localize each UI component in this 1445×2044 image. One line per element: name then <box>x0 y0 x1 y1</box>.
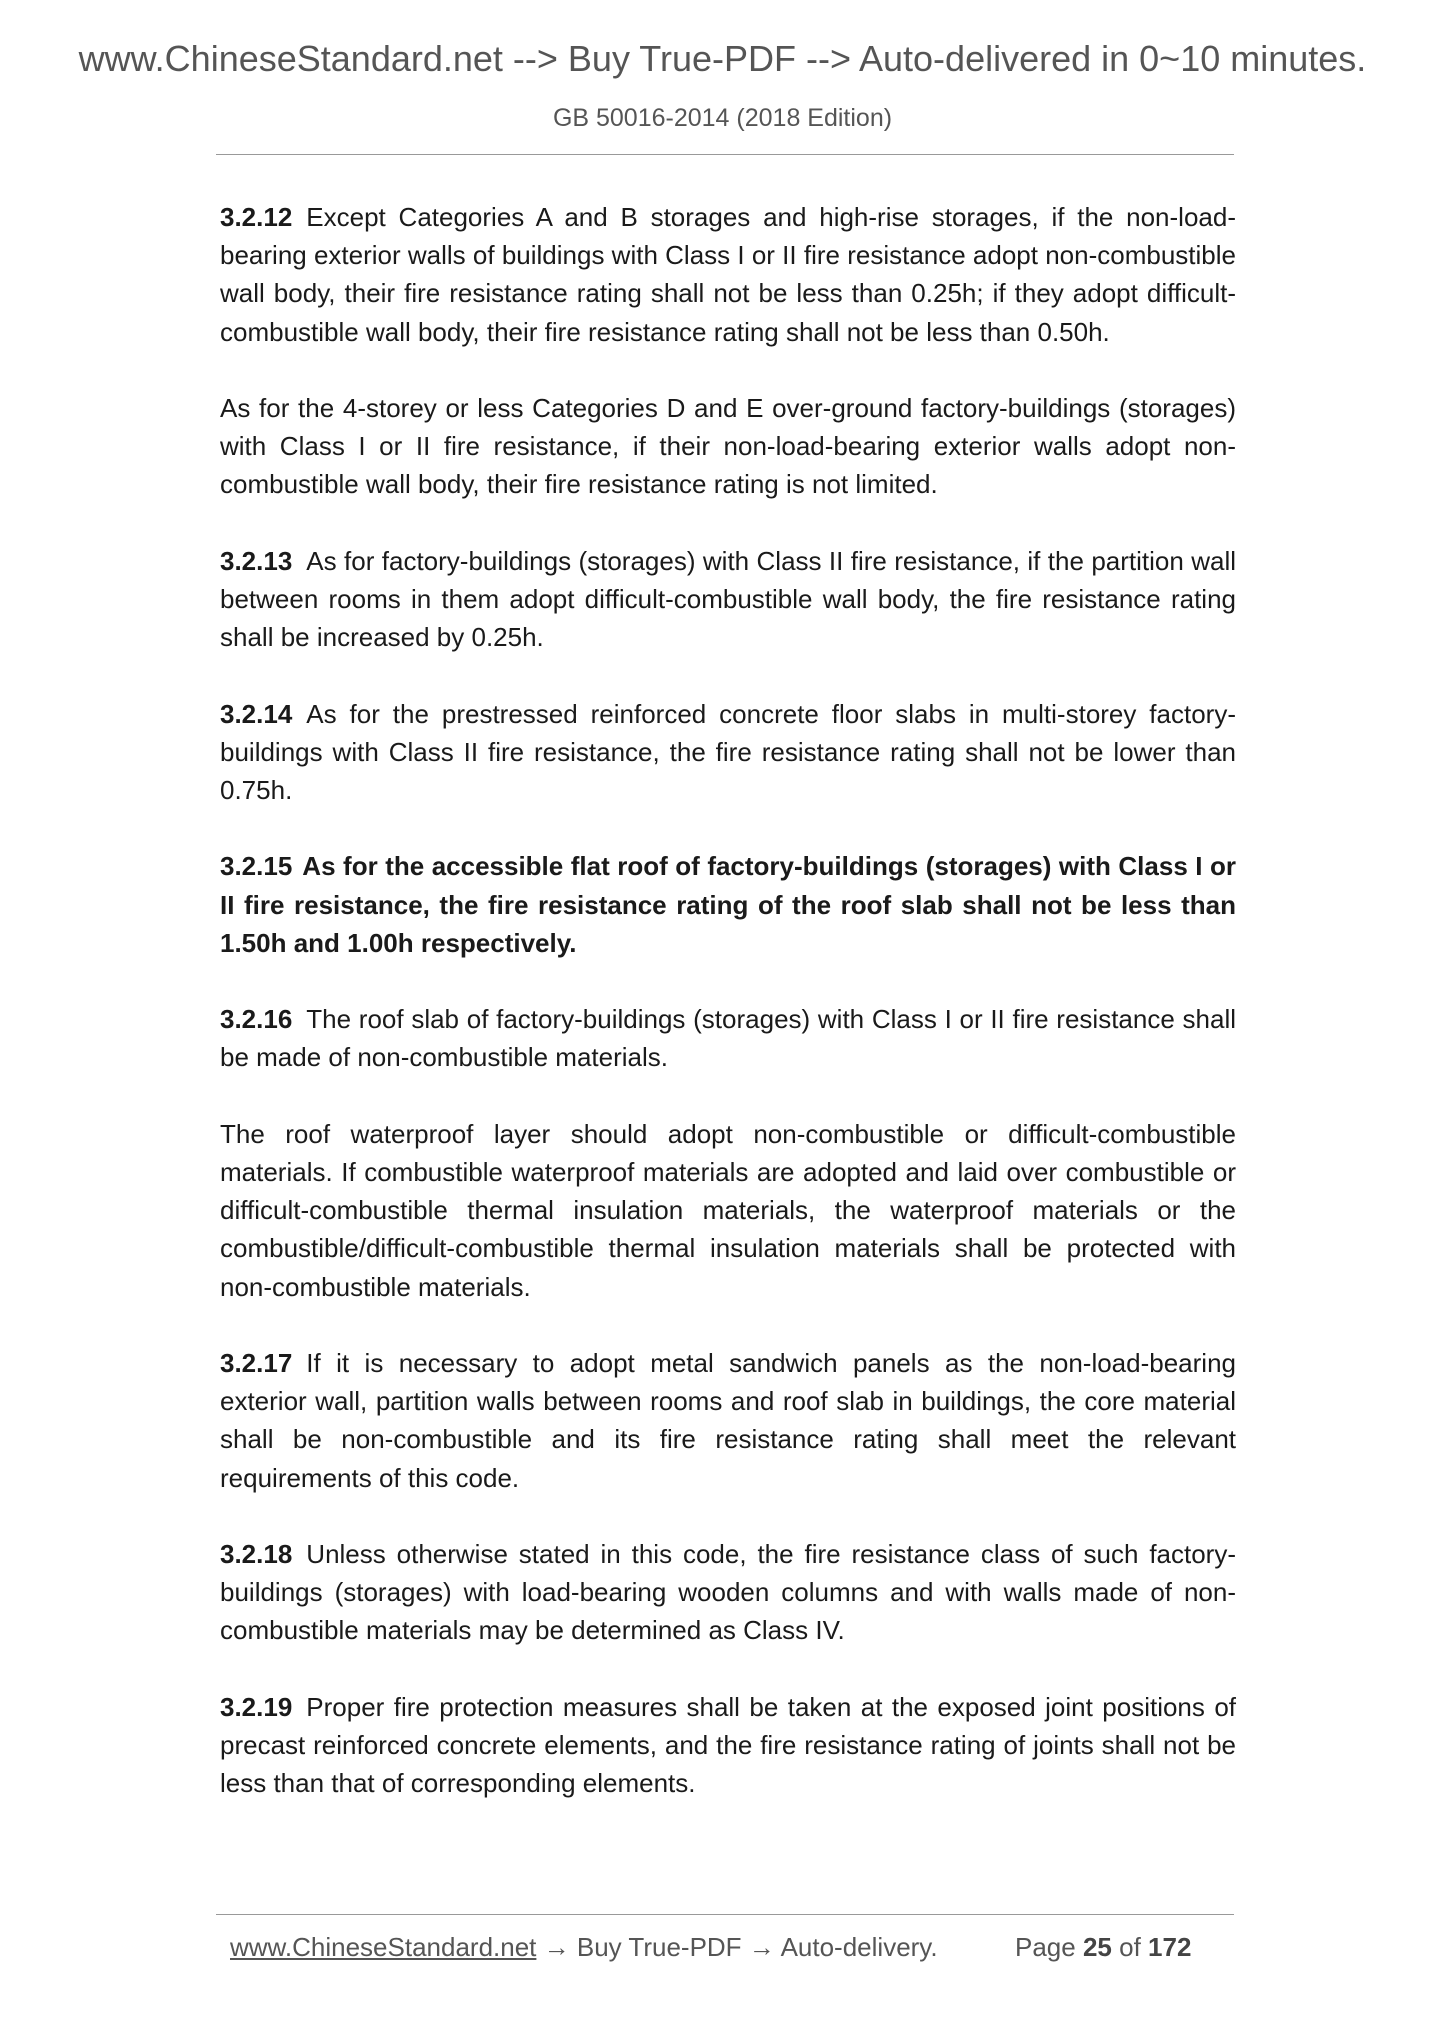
page-current: 25 <box>1082 1932 1112 1962</box>
clause-text: As for the accessible flat roof of factory-buildings (storages) with Class I or II fire resistance, the fire resistance rating of the roof slab shall not be less than 1.50h and 1.00h respectively. <box>220 851 1236 958</box>
clause-number: 3.2.15 <box>220 851 293 882</box>
clause-text: As for the 4-storey or less Categories D and E over-ground factory-buildings (storages) with Class I or II fire resistance, if their non-load-bearing exterior walls adopt non-combustible wall body, their fire resistance rating is not limited. <box>220 393 1236 500</box>
clause-text: As for factory-buildings (storages) with Class II fire resistance, if the partition wall between rooms in them adopt difficult-combustible wall body, the fire resistance rating shall be increased by 0.25h. <box>220 545 1236 653</box>
clause-number: 3.2.13 <box>220 545 293 576</box>
clause-number: 3.2.16 <box>220 1004 293 1035</box>
clause-3-2-16 <box>220 1000 1236 1076</box>
footer-links <box>230 1932 938 1963</box>
footer-tagline: → Buy True-PDF → Auto-delivery. <box>536 1932 938 1962</box>
page-label: Page <box>1015 1932 1076 1962</box>
clause-text: As for the prestressed reinforced concrete floor slabs in multi-storey factory-buildings with Class II fire resistance, the fire resistance rating shall not be lower than 0.75h. <box>220 698 1236 805</box>
clause-number: 3.2.17 <box>220 1347 293 1378</box>
clause-text: Except Categories A and B storages and high-rise storages, if the non-load-bearing exterior walls of buildings with Class I or II fire resistance adopt non-combustible wall body, their fire resistance rating shall not be less than 0.25h; if they adopt difficult-combustible wall body, their fire resistance rating shall not be less than 0.50h. <box>220 202 1236 347</box>
clause-text: The roof slab of factory-buildings (storages) with Class I or II fire resistance shall be made of non-combustible materials. <box>220 1004 1236 1073</box>
footer-site-link[interactable]: www.ChineseStandard.net <box>230 1932 537 1962</box>
page-total: 172 <box>1148 1932 1192 1962</box>
of-label: of <box>1119 1932 1141 1962</box>
clause-number: 3.2.19 <box>220 1691 293 1722</box>
clause-text: Proper fire protection measures shall be taken at the exposed joint positions of precast reinforced concrete elements, and the fire resistance rating of joints shall not be less than that of corresponding elements. <box>220 1691 1236 1799</box>
header-divider <box>216 154 1234 155</box>
clause-3-2-12 <box>220 198 1236 351</box>
clause-3-2-14 <box>220 695 1236 810</box>
clause-text: If it is necessary to adopt metal sandwich panels as the non-load-bearing exterior wall, partition walls between rooms and roof slab in buildings, the core material shall be non-combustible and its fire resistance rating shall meet the relevant requirements of this code. <box>220 1347 1236 1493</box>
clause-number: 3.2.12 <box>220 202 293 232</box>
clause-3-2-13 <box>220 542 1236 657</box>
clause-number: 3.2.18 <box>220 1538 293 1569</box>
page-indicator <box>1015 1932 1191 1963</box>
clause-3-2-19 <box>220 1688 1236 1803</box>
document-body <box>220 198 1236 1841</box>
clause-3-2-16-continued <box>220 1115 1236 1306</box>
footer-divider <box>216 1914 1234 1915</box>
clause-3-2-15 <box>220 847 1236 962</box>
document-id: GB 50016-2014 (2018 Edition) <box>552 104 893 132</box>
clause-text: The roof waterproof layer should adopt non-combustible or difficult-combustible materials. If combustible waterproof materials are adopted and laid over combustible or difficult-combustible thermal insulation materials, the waterproof materials or the combustible/difficult-combustible thermal insulation materials shall be protected with non-combustible materials. <box>220 1118 1236 1302</box>
clause-3-2-12-continued <box>220 389 1236 504</box>
clause-number: 3.2.14 <box>220 698 293 729</box>
top-banner: www.ChineseStandard.net --> Buy True-PDF --> Auto-delivered in 0~10 minutes. <box>78 38 1367 79</box>
clause-text: Unless otherwise stated in this code, the fire resistance class of such factory-buildings (storages) with load-bearing wooden columns and with walls made of non-combustible materials may be determined as Class IV. <box>220 1538 1236 1646</box>
clause-3-2-17 <box>220 1344 1236 1497</box>
clause-3-2-18 <box>220 1535 1236 1650</box>
